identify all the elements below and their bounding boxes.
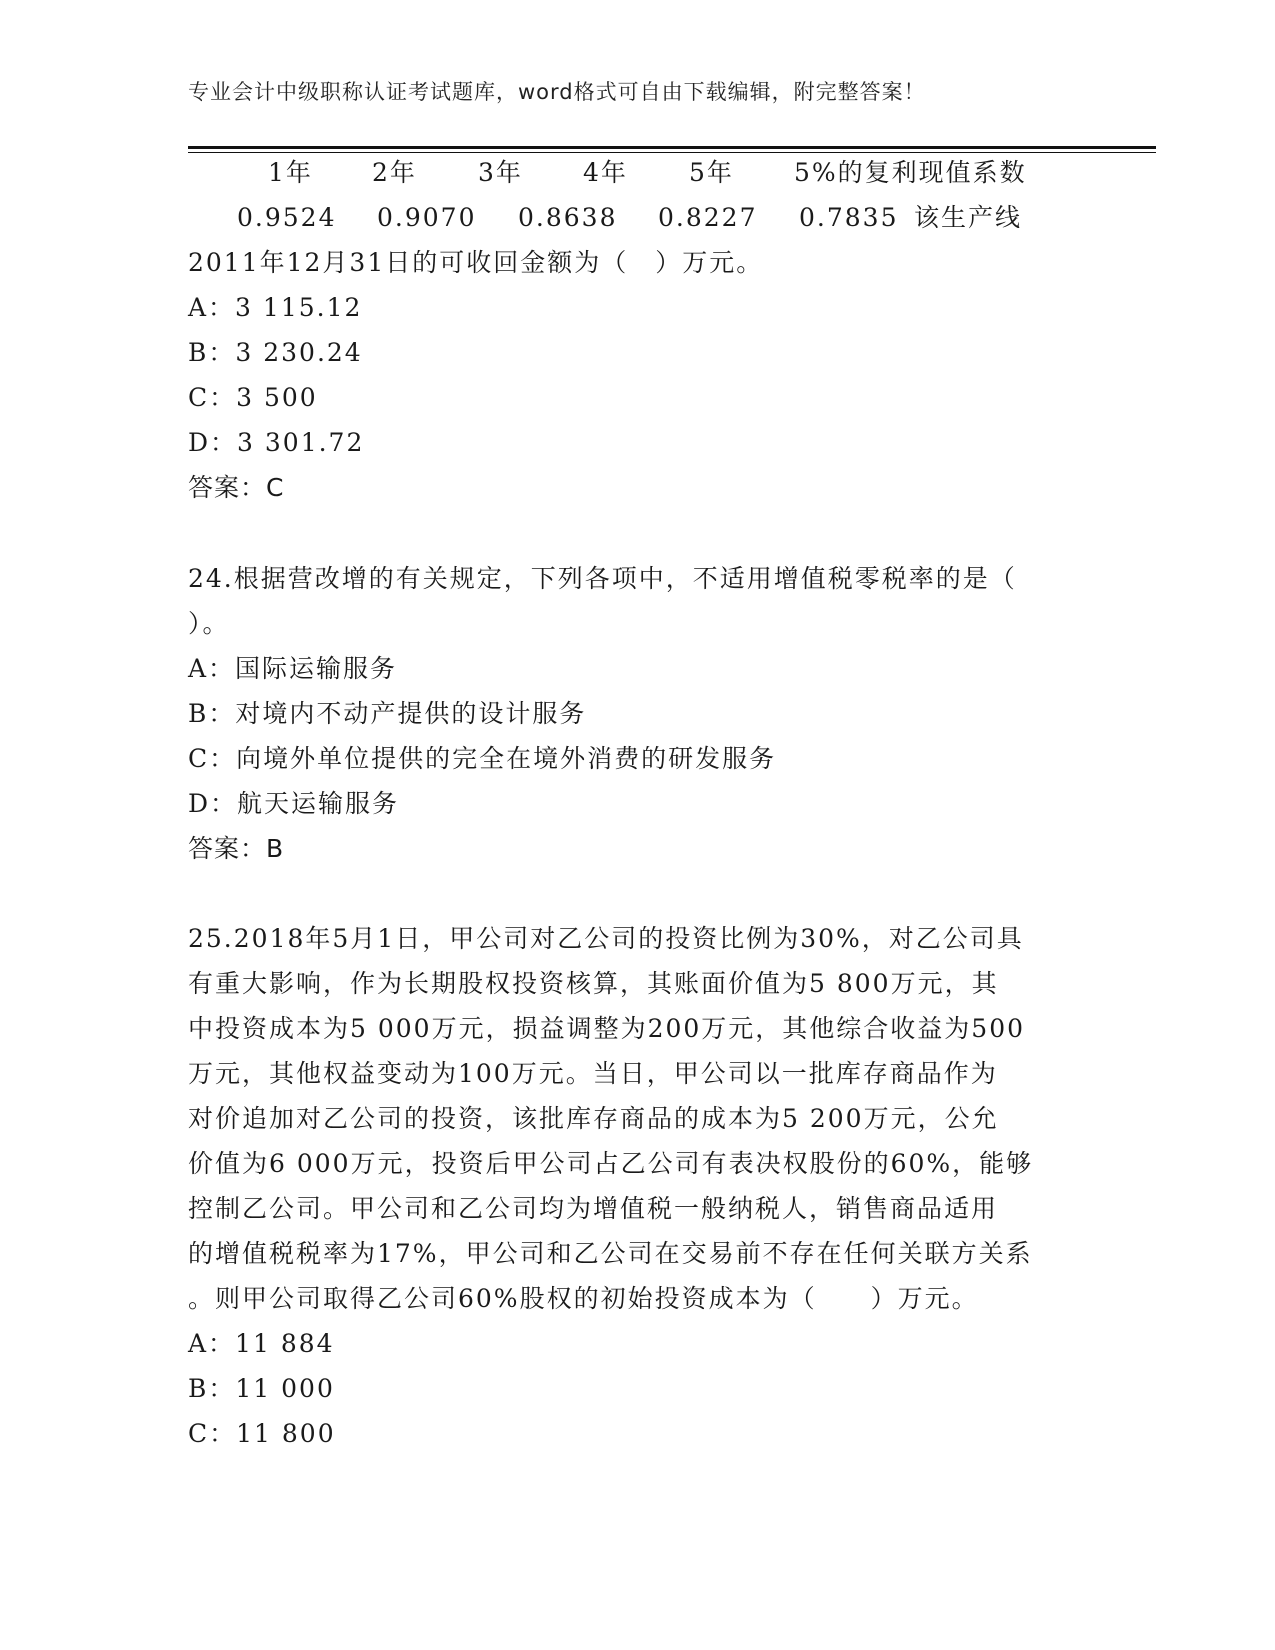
- question-25-line: 万元，其他权益变动为100万元。当日，甲公司以一批库存商品作为: [188, 1059, 998, 1088]
- table-header-cell: 1年: [268, 158, 313, 187]
- question-25-line: 中投资成本为5 000万元，损益调整为200万元，其他综合收益为500: [188, 1014, 1026, 1043]
- option-b: B：3 230.24: [188, 338, 363, 367]
- option-a: A：国际运输服务: [188, 654, 398, 683]
- option-c: C：向境外单位提供的完全在境外消费的研发服务: [188, 744, 777, 773]
- question-25-line: 控制乙公司。甲公司和乙公司均为增值税一般纳税人，销售商品适用: [188, 1194, 999, 1223]
- question-24-line: 24.根据营改增的有关规定，下列各项中，不适用增值税零税率的是（: [188, 564, 1017, 593]
- table-value-cell: 0.9524: [237, 203, 337, 232]
- question-25-line: 的增值税税率为17%，甲公司和乙公司在交易前不存在任何关联方关系: [188, 1239, 1033, 1268]
- table-value-cell: 0.8638: [518, 203, 618, 232]
- table-header-cell: 5%的复利现值系数: [794, 158, 1027, 187]
- option-d: D：航天运输服务: [188, 789, 400, 818]
- question-25-line: 价值为6 000万元，投资后甲公司占乙公司有表决权股份的60%，能够: [188, 1149, 1034, 1178]
- question-25-line: 。则甲公司取得乙公司60%股权的初始投资成本为（ ）万元。: [188, 1284, 979, 1313]
- question-25-line: 有重大影响，作为长期股权投资核算，其账面价值为5 800万元，其: [188, 969, 999, 998]
- question-25-line: 对价追加对乙公司的投资，该批库存商品的成本为5 200万元，公允: [188, 1104, 999, 1133]
- answer: 答案：C: [188, 473, 285, 502]
- option-a: A：3 115.12: [188, 293, 363, 322]
- answer: 答案：B: [188, 834, 285, 863]
- option-b: B：对境内不动产提供的设计服务: [188, 699, 587, 728]
- table-header-cell: 2年: [372, 158, 417, 187]
- header-rule-thin: [188, 152, 1156, 153]
- table-header-cell: 4年: [583, 158, 628, 187]
- header-rule-thick: [188, 146, 1156, 149]
- question-24-line: ）。: [188, 609, 230, 638]
- table-header-cell: 3年: [478, 158, 523, 187]
- page-header: 专业会计中级职称认证考试题库，word格式可自由下载编辑，附完整答案！: [188, 80, 926, 104]
- option-a: A：11 884: [188, 1329, 335, 1358]
- question-23-continuation: 2011年12月31日的可收回金额为（ ）万元。: [188, 248, 764, 277]
- question-25-line: 25.2018年5月1日，甲公司对乙公司的投资比例为30%，对乙公司具: [188, 924, 1024, 953]
- option-c: C：3 500: [188, 383, 318, 412]
- table-header-cell: 5年: [689, 158, 734, 187]
- table-value-cell: 0.8227: [658, 203, 758, 232]
- table-trailing-text: 该生产线: [914, 203, 1023, 232]
- table-value-cell: 0.7835: [799, 203, 899, 232]
- table-value-cell: 0.9070: [377, 203, 477, 232]
- option-c: C：11 800: [188, 1419, 336, 1448]
- option-b: B：11 000: [188, 1374, 335, 1403]
- option-d: D：3 301.72: [188, 428, 365, 457]
